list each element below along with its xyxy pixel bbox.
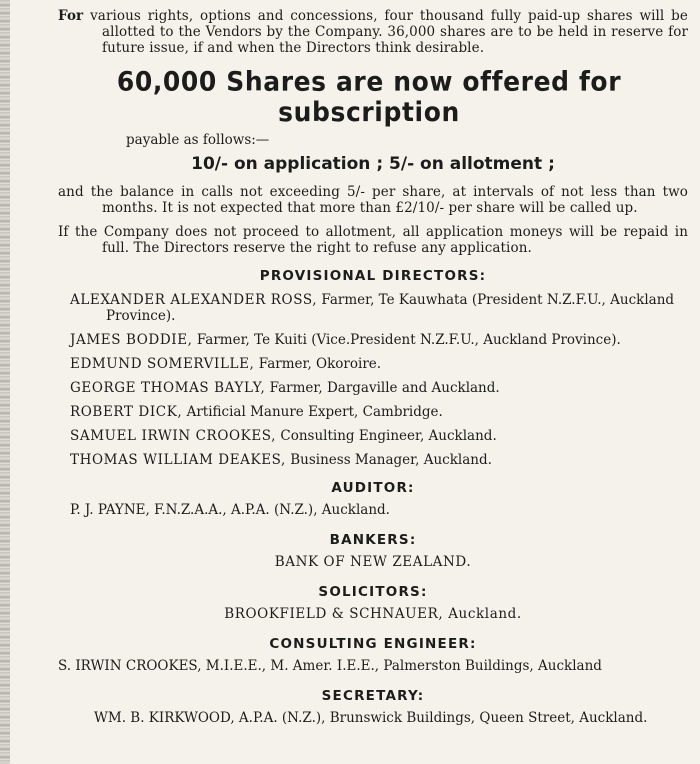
director-name: THOMAS WILLIAM DEAKES, — [70, 452, 286, 468]
intro-paragraph — [58, 8, 688, 56]
secretary-name: WM. B. KIRKWOOD, A.P.A. (N.Z.), — [94, 710, 326, 726]
director-name: ROBERT DICK, — [70, 404, 183, 420]
director-entry — [70, 356, 688, 372]
auditor-name: P. J. PAYNE, F.N.Z.A.A., A.P.A. (N.Z.), — [70, 502, 318, 518]
bankers-entry: BANK OF NEW ZEALAND. — [274, 554, 472, 570]
payment-terms: 10/- on application ; 5/- on allotment ; — [191, 154, 555, 174]
director-entry — [70, 404, 688, 420]
director-name: SAMUEL IRWIN CROOKES, — [70, 428, 277, 444]
auditor-location: Auckland. — [321, 502, 390, 518]
director-name: EDMUND SOMERVILLE, — [70, 356, 255, 372]
refund-paragraph: If the Company does not proceed to allotment, all application moneys will be repaid in full. The Directors reserve the right to refuse any application. — [58, 224, 688, 256]
directors-heading: PROVISIONAL DIRECTORS: — [259, 268, 487, 284]
director-name: JAMES BODDIE, — [70, 332, 193, 348]
director-entry — [70, 428, 688, 444]
intro-first-word: For — [58, 8, 84, 24]
consulting-engineer-name: S. IRWIN CROOKES, M.I.E.E., M. Amer. I.E.E., — [58, 658, 380, 674]
auditor-entry — [70, 502, 688, 518]
director-detail: Farmer, Te Kuiti (Vice.President N.Z.F.U., Auckland Province). — [196, 332, 621, 348]
solicitors-location: Auckland. — [448, 606, 522, 622]
director-detail: Business Manager, Auckland. — [290, 452, 492, 468]
intro-text: various rights, options and concessions, four thousand fully paid-up shares will be allotted to the Vendors by the Company. 36,000 shares are to be held in reserve for future issue, if and when the Directors think desirable. — [90, 8, 688, 56]
solicitors-heading: SOLICITORS: — [318, 584, 428, 600]
auditor-heading: AUDITOR: — [331, 480, 415, 496]
director-entry — [70, 292, 688, 324]
director-entry — [70, 380, 688, 396]
payable-label: payable as follows:— — [126, 132, 270, 148]
solicitors-name: BROOKFIELD & SCHNAUER, — [224, 606, 444, 622]
director-detail: Consulting Engineer, Auckland. — [280, 428, 497, 444]
solicitors-entry — [58, 606, 688, 622]
offer-headline: 60,000 Shares are now offered for subscription — [116, 66, 622, 128]
director-detail: Artificial Manure Expert, Cambridge. — [186, 404, 443, 420]
director-detail: Farmer, Te Kauwhata (President N.Z.F.U., Auckland Province). — [106, 292, 675, 324]
consulting-engineer-entry — [58, 658, 688, 674]
director-detail: Farmer, Dargaville and Auckland. — [269, 380, 500, 396]
director-entry — [70, 332, 688, 348]
director-name: ALEXANDER ALEXANDER ROSS, — [70, 292, 318, 308]
prospectus-content — [58, 8, 688, 726]
director-name: GEORGE THOMAS BAYLY, — [70, 380, 266, 396]
secretary-entry — [94, 710, 688, 726]
director-entry — [70, 452, 688, 468]
scan-edge — [0, 0, 10, 764]
bankers-heading: BANKERS: — [329, 532, 417, 548]
consulting-engineer-address: Palmerston Buildings, Auckland — [383, 658, 602, 674]
director-detail: Farmer, Okoroire. — [258, 356, 382, 372]
secretary-heading: SECRETARY: — [321, 688, 425, 704]
consulting-engineer-heading: CONSULTING ENGINEER: — [269, 636, 477, 652]
secretary-address: Brunswick Buildings, Queen Street, Auckland. — [329, 710, 648, 726]
balance-paragraph: and the balance in calls not exceeding 5/- per share, at intervals of not less than two months. It is not expected that more than £2/10/- per share will be called up. — [58, 184, 688, 216]
